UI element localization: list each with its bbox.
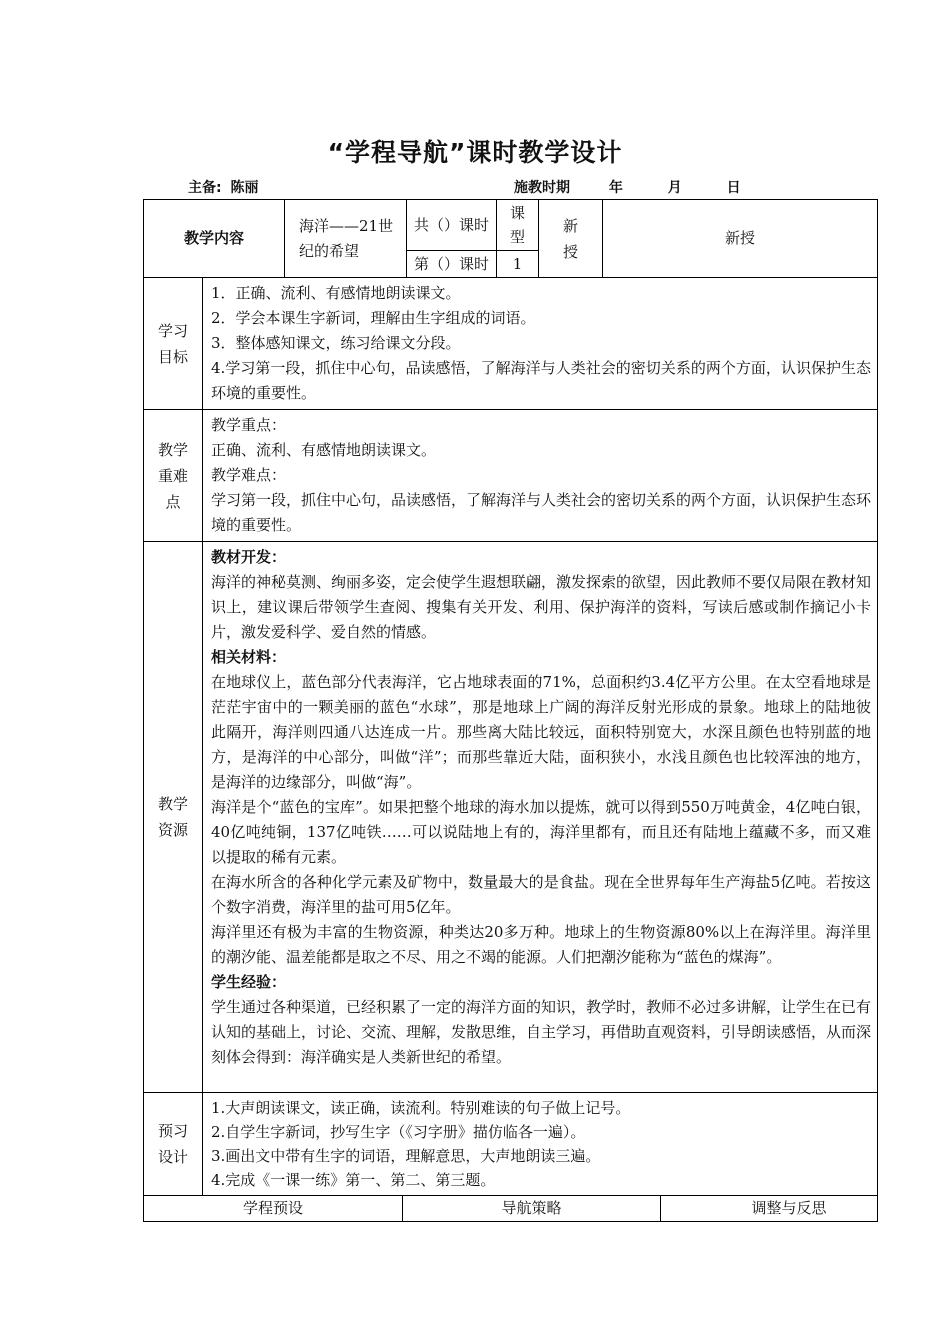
page-title: “学程导航”课时教学设计	[327, 138, 623, 167]
focus-text: 正确、流利、有感情地朗读课文。	[211, 441, 437, 459]
exp-text: 学生通过各种渠道，已经积累了一定的海洋方面的知识，教学时，教师不必过多讲解，让学生在已有认知的基础上，讨论、交流、理解，发散思维，自主学习，再借助直观资料，引导朗读感悟，从而深刻体会得到：海洋确实是人类新世纪的希望。	[211, 998, 872, 1066]
dev-title: 教材开发：	[211, 548, 287, 566]
resources-label: 教学 资源	[144, 542, 203, 1093]
material-title: 相关材料：	[211, 648, 287, 666]
exp-title: 学生经验：	[211, 973, 287, 991]
goals-row	[144, 278, 878, 410]
material-paragraph: 海洋是个“蓝色的宝库”。如果把整个地球的海水加以提炼，就可以得到550万吨黄金，4亿吨白银，40亿吨纯铜，137亿吨铁……可以说陆地上有的，海洋里都有，而且还有陆地上蕴藏不多，而又难以提取的稀有元素。	[211, 798, 872, 866]
footer-col-reflection: 调整与反思	[661, 1196, 878, 1222]
nth-period: 第（）课时	[407, 251, 497, 278]
lesson-plan-table	[143, 199, 878, 1222]
keypoints-label: 教学 重难 点	[144, 410, 203, 542]
header-row-1	[144, 200, 878, 251]
period-value: 1	[497, 251, 539, 278]
focus-title: 教学重点：	[211, 416, 287, 434]
material-paragraph: 海洋里还有极为丰富的生物资源，种类达20多万种。地球上的生物资源80%以上在海洋里。海洋里的潮汐能、温差能都是取之不尽、用之不竭的能源。人们把潮汐能称为“蓝色的煤海”。	[211, 923, 872, 966]
keypoints-body	[203, 410, 878, 542]
preview-body	[203, 1093, 878, 1196]
preparer-label: 主备:	[188, 180, 222, 196]
footer-col-strategy: 导航策略	[403, 1196, 661, 1222]
type-label: 课 型	[497, 200, 539, 251]
type-value-2: 新授	[603, 200, 878, 278]
difficulty-text: 学习第一段，抓住中心句，品读感悟，了解海洋与人类社会的密切关系的两个方面，认识保护生态环境的重要性。	[211, 491, 872, 534]
preview-item: 2.自学生字新词，抄写生字（《习字册》描仿临各一遍）。	[211, 1123, 586, 1141]
total-periods: 共（）课时	[407, 200, 497, 251]
content-label: 教学内容	[144, 200, 285, 278]
footer-row	[144, 1196, 878, 1222]
difficulty-title: 教学难点：	[211, 466, 287, 484]
resources-row	[144, 542, 878, 1093]
date-year: 年	[608, 180, 623, 196]
goals-body	[203, 278, 878, 410]
date-month: 月	[667, 180, 682, 196]
preparer-line	[188, 177, 258, 197]
preview-item: 1.大声朗读课文，读正确，读流利。特别难读的句子做上记号。	[211, 1099, 631, 1117]
preview-item: 4.完成《一课一练》第一、第二、第三题。	[211, 1171, 496, 1189]
preview-row	[144, 1093, 878, 1196]
goal-item: 1．正确、流利、有感情地朗读课文。	[211, 284, 461, 302]
date-day: 日	[726, 180, 741, 196]
material-paragraph: 在地球仪上，蓝色部分代表海洋，它占地球表面的71%，总面积约3.4亿平方公里。在太空看地球是茫茫宇宙中的一颗美丽的蓝色“水球”，那是地球上广阔的海洋反射光形成的景象。地球上的陆地彼此隔开，海洋则四通八达连成一片。那些离大陆比较远，面积特别宽大，水深且颜色也特别蓝的地方，是海洋的中心部分，叫做“洋”；而那些靠近大陆，面积狭小，水浅且颜色也比较浑浊的地方，是海洋的边缘部分，叫做“海”。	[211, 673, 872, 791]
goals-label: 学习 目标	[144, 278, 203, 410]
goal-item: 3．整体感知课文，练习给课文分段。	[211, 334, 461, 352]
type-value-1: 新 授	[539, 200, 603, 278]
material-paragraph: 在海水所含的各种化学元素及矿物中，数量最大的是食盐。现在全世界每年生产海盐5亿吨。若按这个数字消费，海洋里的盐可用5亿年。	[211, 873, 872, 916]
footer-col-plan: 学程预设	[144, 1196, 403, 1222]
keypoints-row	[144, 410, 878, 542]
goal-item: 4.学习第一段，抓住中心句，品读感悟，了解海洋与人类社会的密切关系的两个方面，认识保护生态环境的重要性。	[211, 359, 872, 402]
resources-body	[203, 542, 878, 1093]
preparer-name: 陈丽	[230, 180, 259, 196]
date-label: 施教时期	[514, 180, 570, 196]
lesson-title: 海洋——21世纪的希望	[285, 200, 407, 278]
preview-label: 预习 设计	[144, 1093, 203, 1196]
goal-item: 2．学会本课生字新词，理解由生字组成的词语。	[211, 309, 536, 327]
date-line	[514, 177, 754, 197]
preview-item: 3.画出文中带有生字的词语，理解意思，大声地朗读三遍。	[211, 1147, 601, 1165]
dev-text: 海洋的神秘莫测、绚丽多姿，定会使学生遐想联翩，激发探索的欲望，因此教师不要仅局限在教材知识上，建议课后带领学生查阅、搜集有关开发、利用、保护海洋的资料，写读后感或制作摘记小卡片，激发爱科学、爱自然的情感。	[211, 573, 872, 641]
